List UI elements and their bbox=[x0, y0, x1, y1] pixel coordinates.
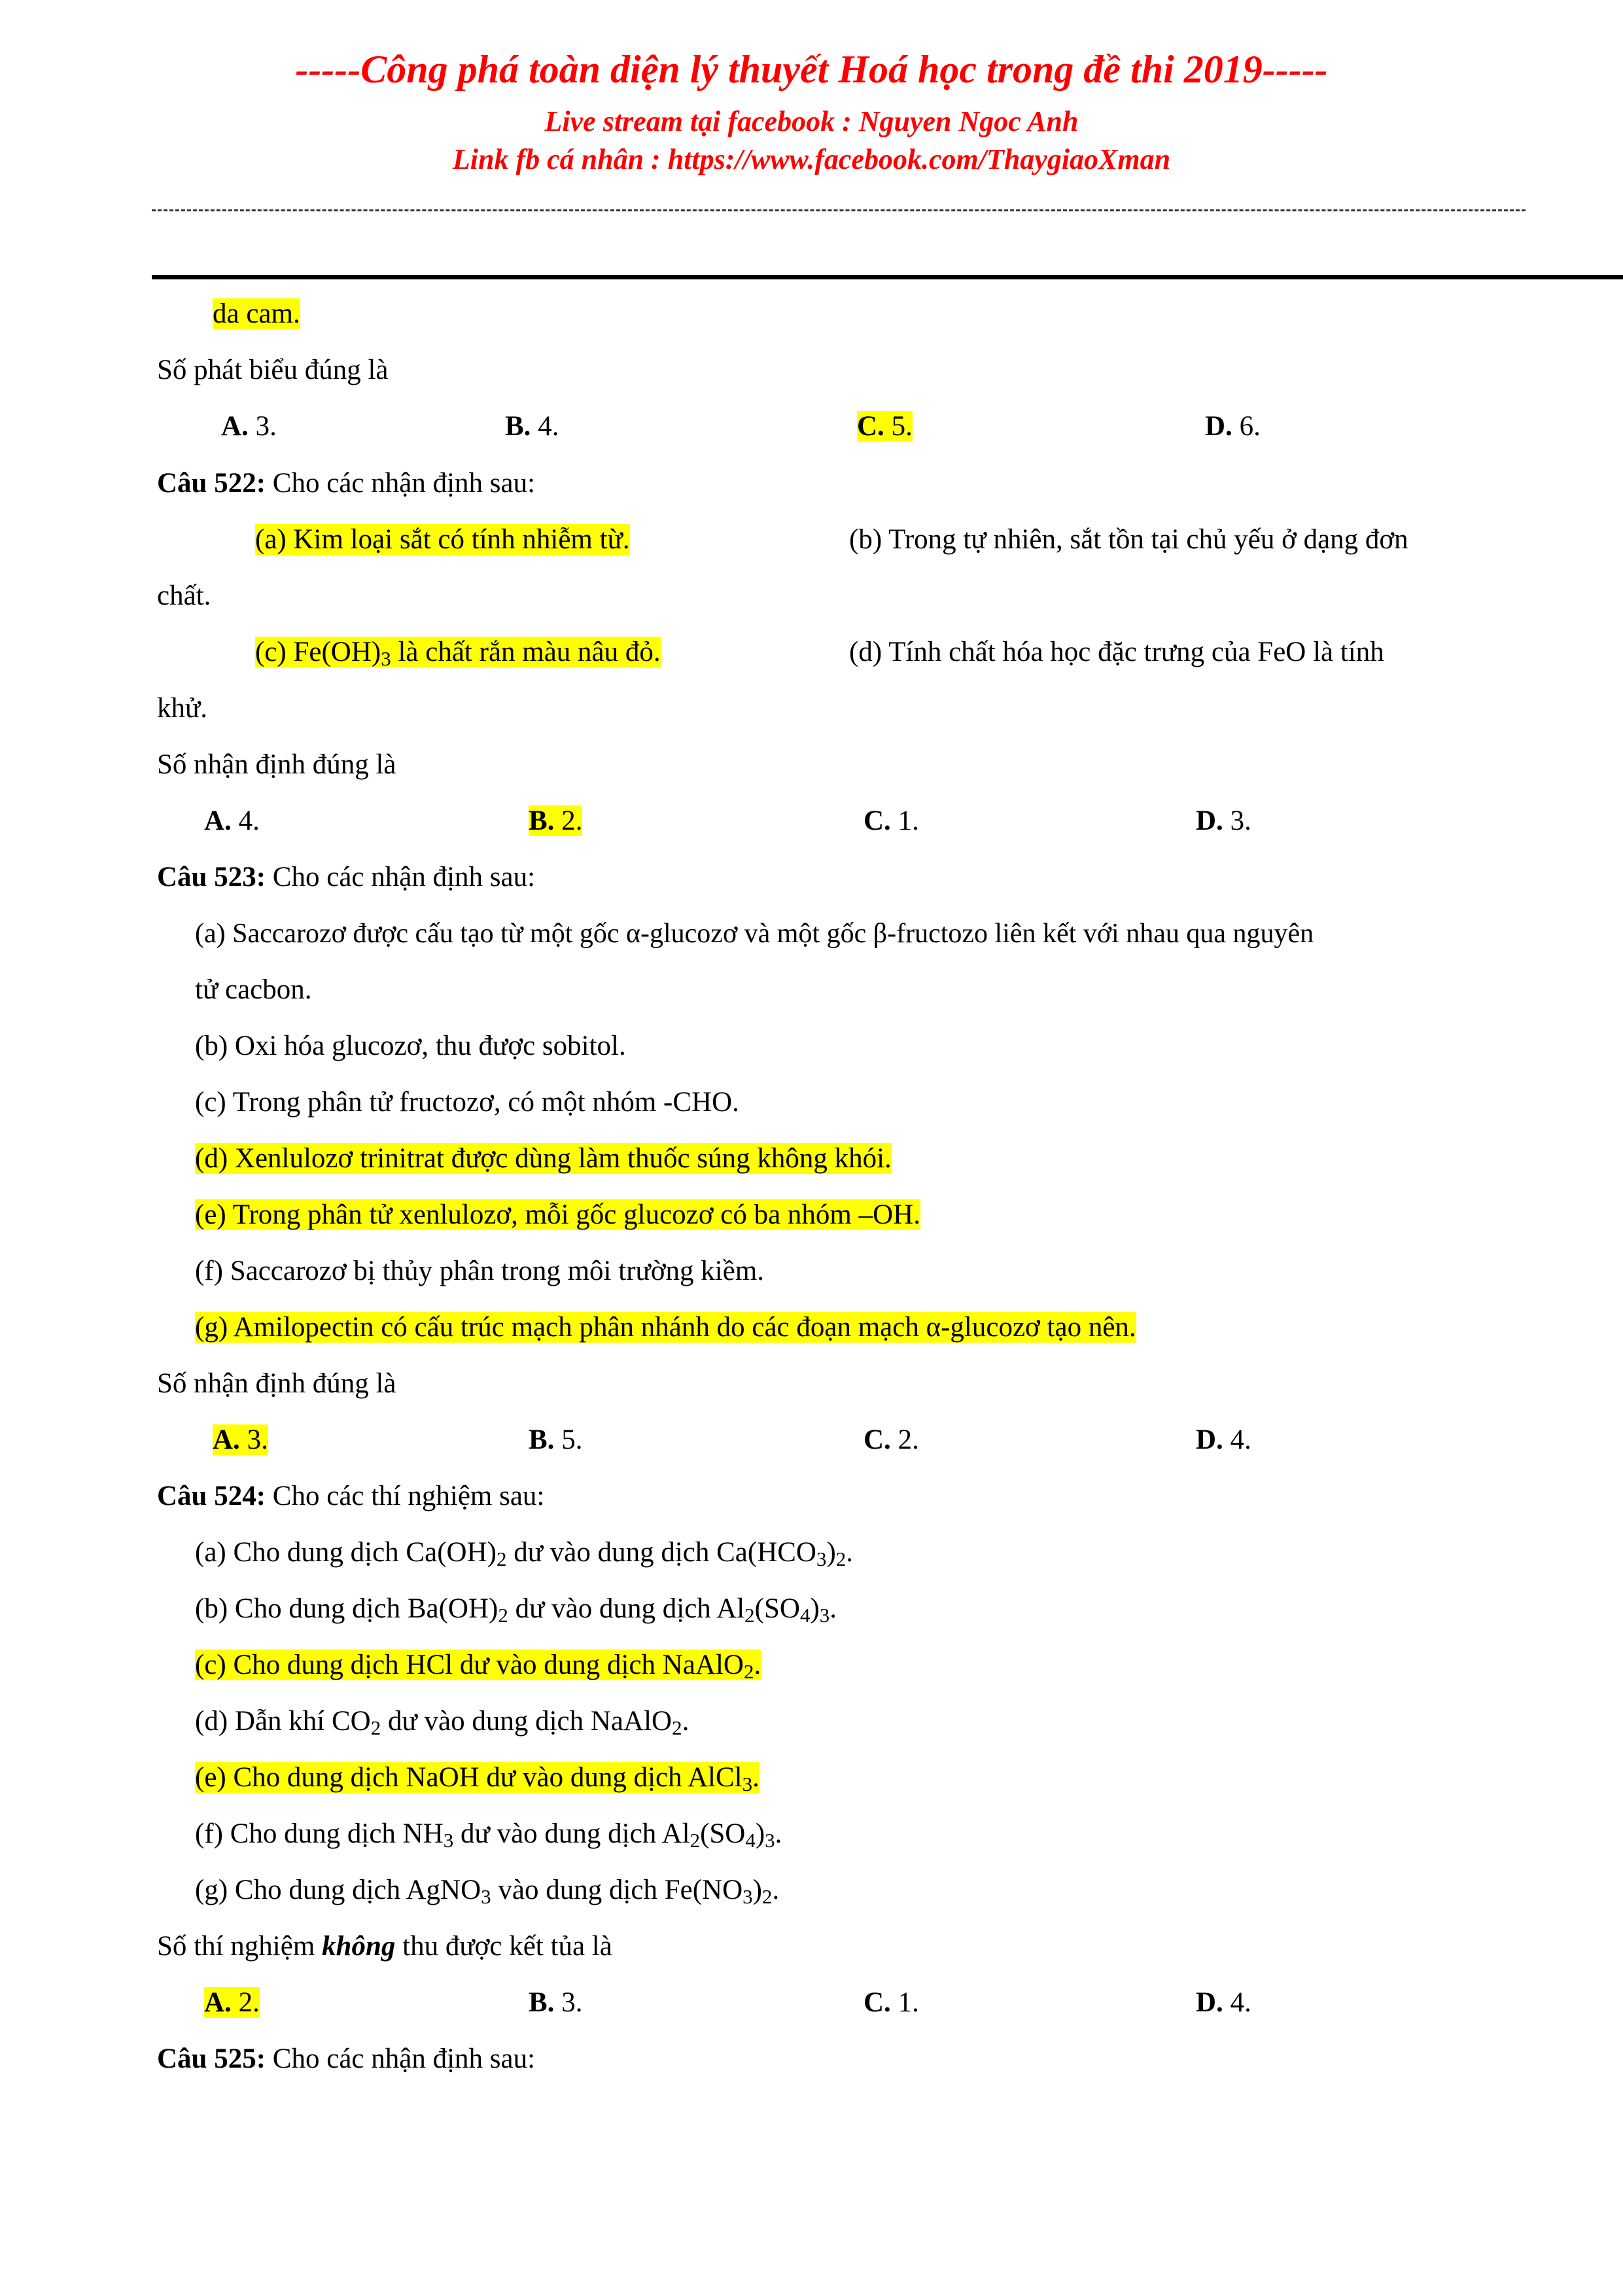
q522-statement-d: (d) Tính chất hóa học đặc trưng của FeO là tính bbox=[849, 637, 1384, 667]
q522-statement-b-cont: chất. bbox=[157, 580, 211, 611]
q524-experiment-d: (d) Dẫn khí $CO_2$ dư vào dung dịch NaAlO$_2$. bbox=[195, 1706, 689, 1739]
q523-statement-c: (c) Trong phân tử fructozơ, có một nhóm -CHO. bbox=[195, 1087, 739, 1118]
q523-statement-e: (e) Trong phân tử xenlulozơ, mỗi gốc glucozơ có ba nhóm –OH. bbox=[195, 1199, 920, 1230]
q524-option-c: C. 1. bbox=[864, 1987, 919, 2018]
q524-experiment-c: (c) Cho dung dịch HCl dư vào dung dịch NaAlO$_2$. bbox=[195, 1650, 761, 1683]
prev-option-a: A. 3. bbox=[221, 411, 277, 442]
q523-statement-a: (a) Saccarozơ được cấu tạo từ một gốc α-glucozơ và một gốc β-fructozo liên kết với nhau qua nguyên bbox=[195, 919, 1314, 949]
q523-statement-a-cont: tử cacbon. bbox=[195, 974, 312, 1005]
q522-statement-b: (b) Trong tự nhiên, sắt tồn tại chủ yếu ở dạng đơn bbox=[849, 524, 1408, 555]
q523-option-a: A. 3. bbox=[213, 1424, 268, 1455]
q524-prompt: Số thí nghiệm không thu được kết tủa là bbox=[157, 1931, 612, 1962]
q524-option-d: D. 4. bbox=[1196, 1987, 1251, 2018]
prev-option-d: D. 6. bbox=[1205, 411, 1261, 442]
header-link: Link fb cá nhân : https://www.facebook.com/ThaygiaoXman bbox=[452, 143, 1171, 175]
q523-option-d: D. 4. bbox=[1196, 1424, 1251, 1455]
q524-experiment-a: (a) Cho dung dịch $Ca(OH)_2$ dư vào dung dịch $Ca(HCO_3)_2$. bbox=[195, 1537, 854, 1570]
q524-option-a: A. 2. bbox=[204, 1987, 260, 2018]
dashed-divider bbox=[152, 209, 1526, 211]
question-523-stem: Câu 523: Cho các nhận định sau: bbox=[157, 862, 536, 892]
q522-statement-a: (a) Kim loại sắt có tính nhiễm từ. bbox=[255, 524, 630, 555]
q522-option-a: A. 4. bbox=[204, 805, 260, 836]
q524-experiment-b: (b) Cho dung dịch $Ba(OH)_2$ dư vào dung dịch $Al_2(SO_4)_3$. bbox=[195, 1593, 837, 1627]
q523-statement-f: (f) Saccarozơ bị thủy phân trong môi trường kiềm. bbox=[195, 1256, 765, 1286]
q524-experiment-f: (f) Cho dung dịch $NH_3$ dư vào dung dịch $Al_2(SO_4)_3$. bbox=[195, 1818, 782, 1852]
prev-prompt: Số phát biểu đúng là bbox=[157, 355, 389, 385]
q523-prompt: Số nhận định đúng là bbox=[157, 1368, 396, 1399]
q522-statement-d-cont: khử. bbox=[157, 693, 208, 724]
question-524-stem: Câu 524: Cho các thí nghiệm sau: bbox=[157, 1481, 545, 1511]
q524-experiment-g: (g) Cho dung dịch AgNO$_3$ vào dung dịch $Fe(NO_3)_2$. bbox=[195, 1875, 780, 1908]
question-525-stem: Câu 525: Cho các nhận định sau: bbox=[157, 2043, 536, 2074]
prev-statement-tail: da cam. bbox=[213, 298, 300, 329]
q522-option-c: C. 1. bbox=[864, 805, 919, 836]
q522-option-d: D. 3. bbox=[1196, 805, 1251, 836]
q523-statement-d: (d) Xenlulozơ trinitrat được dùng làm thuốc súng không khói. bbox=[195, 1143, 892, 1174]
q523-option-b: B. 5. bbox=[529, 1424, 583, 1455]
q523-statement-b: (b) Oxi hóa glucozơ, thu được sobitol. bbox=[195, 1031, 626, 1061]
page-header-title: -----Công phá toàn diện lý thuyết Hoá học trong đề thi 2019----- bbox=[295, 48, 1328, 91]
q524-option-b: B. 3. bbox=[529, 1987, 583, 2018]
q522-statement-c: (c) $Fe(OH)_3$ là chất rắn màu nâu đỏ. bbox=[255, 637, 661, 670]
q523-option-c: C. 2. bbox=[864, 1424, 919, 1455]
q524-experiment-e: (e) Cho dung dịch NaOH dư vào dung dịch AlCl$_3$. bbox=[195, 1762, 759, 1795]
q523-statement-g: (g) Amilopectin có cấu trúc mạch phân nhánh do các đoạn mạch α-glucozơ tạo nên. bbox=[195, 1312, 1136, 1343]
q522-option-b: B. 2. bbox=[529, 805, 583, 836]
header-livestream: Live stream tại facebook : Nguyen Ngoc Anh bbox=[544, 105, 1079, 137]
question-522-stem: Câu 522: Cho các nhận định sau: bbox=[157, 468, 536, 499]
q522-prompt: Số nhận định đúng là bbox=[157, 749, 396, 780]
prev-option-c: C. 5. bbox=[857, 411, 913, 442]
header-rule bbox=[152, 275, 1623, 279]
prev-option-b: B. 4. bbox=[505, 411, 559, 442]
